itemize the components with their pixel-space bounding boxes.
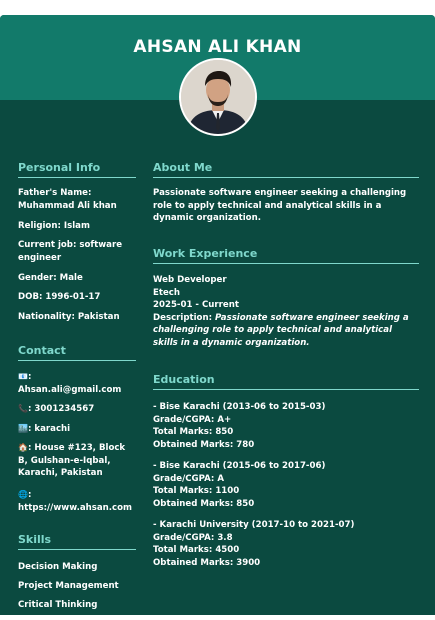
avatar <box>179 58 257 136</box>
education-entry <box>153 519 419 569</box>
education-obtained: Obtained Marks: 3900 <box>153 557 261 568</box>
address-value: : House #123, Block B, Gulshan-e-Iqbal, Karachi, Pakistan <box>18 443 126 478</box>
education-heading: - Bise Karachi (2015-06 to 2017-06) <box>153 461 326 471</box>
education-heading: - Karachi University (2017-10 to 2021-07) <box>153 520 355 530</box>
phone-value: : 3001234567 <box>27 404 95 414</box>
experience-title: Work Experience <box>153 247 419 264</box>
contact-website <box>18 489 136 514</box>
experience-entry <box>153 274 419 349</box>
personal-info-section <box>18 161 136 178</box>
about-title: About Me <box>153 161 419 178</box>
email-value[interactable]: Ahsan.ali@gmail.com <box>18 384 122 395</box>
contact-title: Contact <box>18 344 136 361</box>
education-title: Education <box>153 373 419 390</box>
education-total: Total Marks: 1100 <box>153 486 240 496</box>
website-label: : <box>27 490 32 500</box>
personal-info-title: Personal Info <box>18 161 136 178</box>
education-entry <box>153 401 419 451</box>
experience-role: Web Developer <box>153 275 227 285</box>
education-entry <box>153 460 419 510</box>
nationality: Nationality: Pakistan <box>18 312 120 322</box>
description-label: Description: <box>153 312 213 323</box>
globe-icon: 🌐 <box>18 490 28 499</box>
contact-phone <box>18 403 136 416</box>
education-obtained: Obtained Marks: 780 <box>153 439 255 450</box>
profile-photo <box>181 60 255 134</box>
contact-email <box>18 371 136 396</box>
skills-title: Skills <box>18 533 136 550</box>
education-total: Total Marks: 4500 <box>153 545 240 555</box>
experience-description <box>153 312 419 350</box>
dob: DOB: 1996-01-17 <box>18 292 101 302</box>
city-icon: 🏙️ <box>18 424 28 433</box>
gender: Gender: Male <box>18 273 83 283</box>
city-value: : karachi <box>27 424 71 434</box>
experience-company: Etech <box>153 287 181 298</box>
religion: Religion: Islam <box>18 221 90 231</box>
skill-item: Decision Making <box>18 562 98 572</box>
contact-city <box>18 423 136 436</box>
contact-address <box>18 442 136 480</box>
fathers-name: Father's Name: Muhammad Ali khan <box>18 188 117 211</box>
candidate-name: AHSAN ALI KHAN <box>133 37 302 57</box>
about-text: Passionate software engineer seeking a challenging role to apply technical and analytical skills in a dynamic organization. <box>153 188 407 223</box>
skills-section <box>18 533 136 550</box>
education-heading: - Bise Karachi (2013-06 to 2015-03) <box>153 402 326 412</box>
education-grade: Grade/CGPA: 3.8 <box>153 532 233 543</box>
skill-item: Project Management <box>18 581 119 591</box>
contact-section <box>18 344 136 361</box>
email-label: : <box>27 372 32 382</box>
email-icon: 📧 <box>18 372 28 381</box>
education-obtained: Obtained Marks: 850 <box>153 498 255 509</box>
skill-item: Critical Thinking <box>18 600 98 610</box>
about-section <box>153 161 419 178</box>
website-value[interactable]: https://www.ahsan.com <box>18 502 133 513</box>
resume-card <box>0 15 435 615</box>
phone-icon: 📞 <box>18 404 28 413</box>
education-section <box>153 373 419 390</box>
education-grade: Grade/CGPA: A <box>153 473 224 484</box>
experience-section <box>153 247 419 264</box>
education-grade: Grade/CGPA: A+ <box>153 414 232 425</box>
education-total: Total Marks: 850 <box>153 427 234 437</box>
house-icon: 🏠 <box>18 443 28 452</box>
experience-period: 2025-01 - Current <box>153 300 239 310</box>
description-text: Passionate software engineer seeking a challenging role to apply technical and analytical skills in a dynamic organization. <box>153 312 409 348</box>
current-job: Current job: software engineer <box>18 240 123 263</box>
